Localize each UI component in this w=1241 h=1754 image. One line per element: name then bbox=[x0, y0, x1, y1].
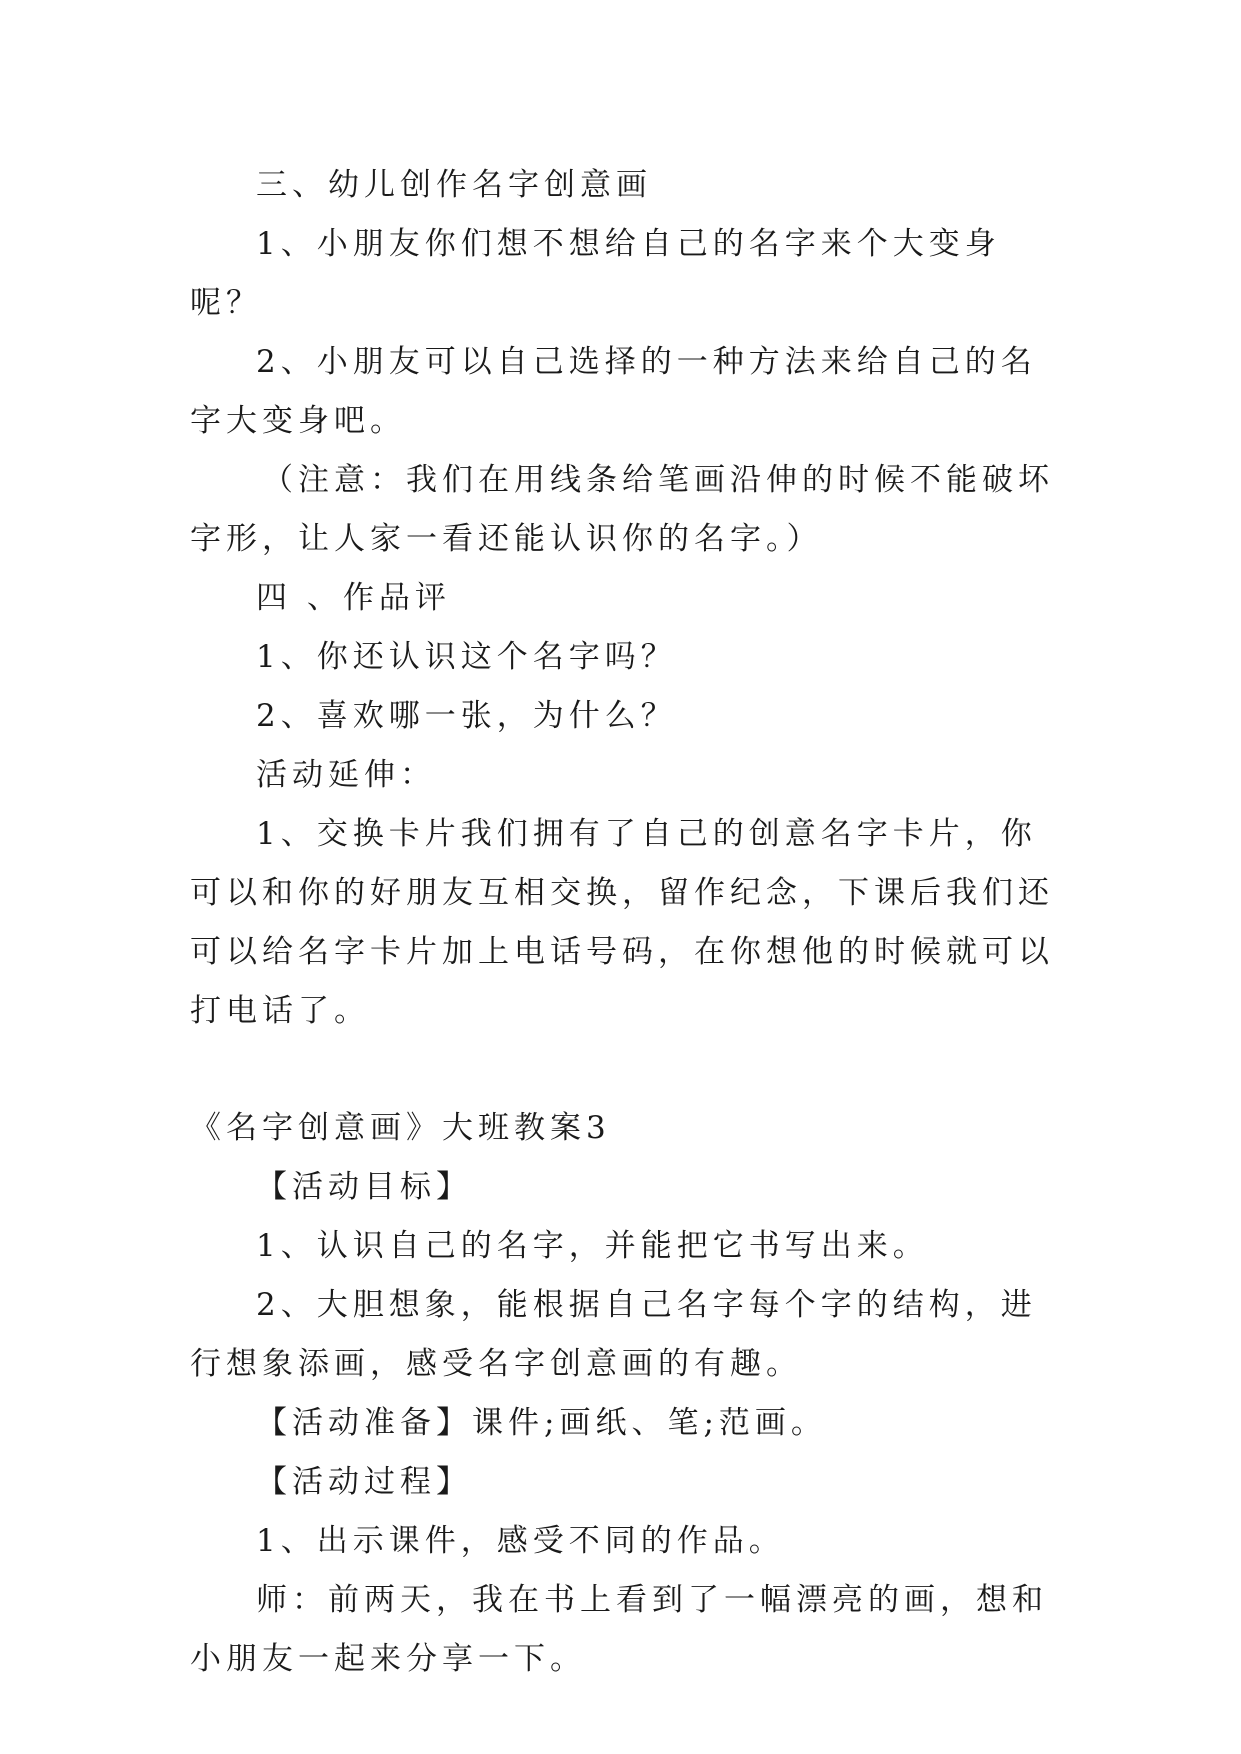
document-page bbox=[190, 156, 1060, 1689]
paragraph: 师：前两天，我在书上看到了一幅漂亮的画，想和小朋友一起来分享一下。 bbox=[190, 1582, 1048, 1677]
paragraph: 【活动准备】课件;画纸、笔;范画。 bbox=[256, 1405, 827, 1441]
paragraph: 2、小朋友可以自己选择的一种方法来给自己的名字大变身吧。 bbox=[190, 344, 1037, 439]
section-heading: 【活动目标】 bbox=[256, 1169, 472, 1205]
paragraph: 1、你还认识这个名字吗？ bbox=[256, 639, 677, 675]
section-heading: 三、幼儿创作名字创意画 bbox=[256, 167, 652, 203]
paragraph: 1、认识自己的名字，并能把它书写出来。 bbox=[256, 1228, 929, 1264]
section-heading: 【活动过程】 bbox=[256, 1464, 472, 1500]
spacer bbox=[190, 1041, 1060, 1099]
paragraph: 1、出示课件，感受不同的作品。 bbox=[256, 1523, 785, 1559]
paragraph: 1、小朋友你们想不想给自己的名字来个大变身呢？ bbox=[190, 226, 1001, 321]
paragraph: 2、喜欢哪一张，为什么？ bbox=[256, 698, 677, 734]
section-heading: 活动延伸： bbox=[256, 757, 436, 793]
paragraph: 2、大胆想象，能根据自己名字每个字的结构，进行想象添画，感受名字创意画的有趣。 bbox=[190, 1287, 1037, 1382]
document-title: 《名字创意画》大班教案3 bbox=[190, 1110, 611, 1146]
note-paragraph: （注意：我们在用线条给笔画沿伸的时候不能破坏字形，让人家一看还能认识你的名字。） bbox=[190, 462, 1054, 557]
section-heading: 四 、作品评 bbox=[256, 580, 451, 616]
paragraph: 1、交换卡片我们拥有了自己的创意名字卡片，你可以和你的好朋友互相交换，留作纪念，下课后我们还可以给名字卡片加上电话号码，在你想他的时候就可以打电话了。 bbox=[190, 816, 1054, 1029]
